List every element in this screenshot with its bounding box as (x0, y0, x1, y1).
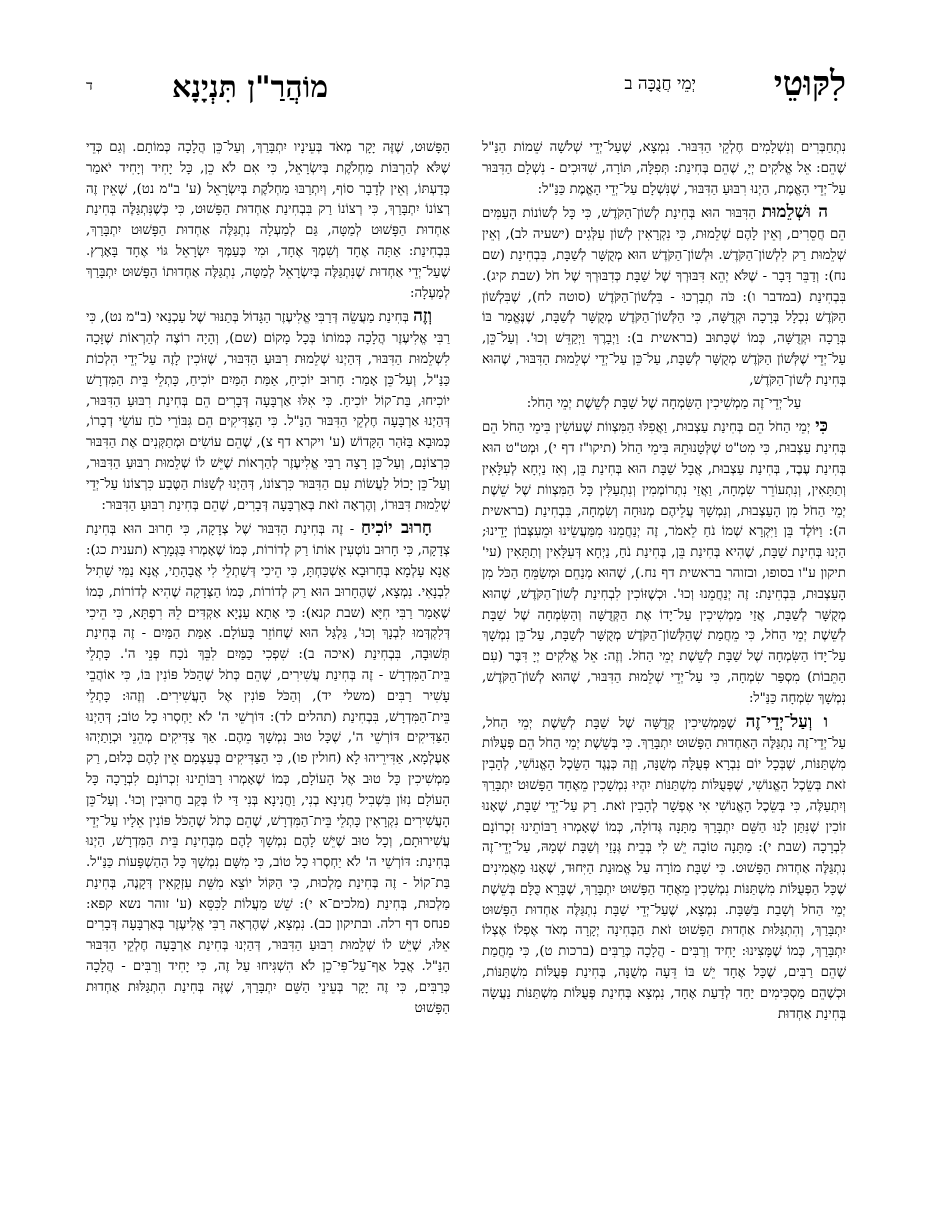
page-letter: ד (86, 78, 93, 94)
section-title: מוֹהֲרַ"ן תִּנְיָנָא (172, 70, 329, 105)
right-column (482, 138, 846, 1027)
paragraph-text: הַדִּבּוּר הוּא בְּחִינַת לְשׁוֹן־הַקֹּדֶשׁ, כִּי כָּל לְשׁוֹנוֹת הָעַמִּים הֵם חֲסֵרִים, וְאֵין לָהֶם שְׁלֵמוּת, כִּי נִקְרָאִין לְשׁוֹן עִלְּגִים (ישעיה לב), וְאֵין שְׁלֵמוּת רַק לִלְשׁוֹן־הַקֹּדֶשׁ. וּלְשׁוֹן־הַקֹּדֶשׁ הוּא מְקֻשָּׁר לְשַׁבָּת, בִּבְחִינַת (שם נח): וְדַבֵּר דָּבָר - שֶׁלֹּא יְהֵא דִּבּוּרְךָ שֶׁל שַׁבָּת כְּדִבּוּרְךָ שֶׁל חֹל (שבת קיג). בִּבְחִינַת (במדבר ו): כֹּה תְבָרְכוּ - בִּלְשׁוֹן־הַקֹּדֶשׁ (סוטה לח), שֶׁבִּלְשׁוֹן הַקֹּדֶשׁ נִכְלָל בְּרָכָה וּקְדֻשָּׁה, כִּי הַלְּשׁוֹן־הַקֹּדֶשׁ מְקֻשָּׁר לְשַׁבָּת, שֶׁנֶּאֱמַר בּוֹ בְּרָכָה וּקְדֻשָּׁה, כְּמוֹ שֶׁכָּתוּב (בראשית ב): וַיְבָרֶךְ וַיְקַדֵּשׁ וְכוּ'. וְעַל־כֵּן, עַל־יְדֵי שֶׁלְּשׁוֹן הַקֹּדֶשׁ מְקֻשָּׁר לְשַׁבָּת, עַל־כֵּן עַל־יְדֵי שְׁלֵמוּת הַדִּבּוּר, שֶׁהוּא בְּחִינַת לְשׁוֹן־הַקֹּדֶשׁ, (482, 206, 846, 388)
paragraph (86, 138, 450, 304)
paragraph-text: עַל־יְדֵי־זֶה מַמְשִׁיכִין הַשִּׂמְחָה שֶׁל שַׁבָּת לְשֵׁשֶׁת יְמֵי הַחֹל: (526, 395, 802, 411)
paragraph-text: הַפָּשׁוּט, שֶׁזֶּה יָקָר מְאֹד בְּעֵינָיו יִתְבָּרַךְ, וְעַל־כֵּן הֲלָכָה כְּמוֹתָם. וְגַם כְּדֵי שֶׁלֹּא לְהַרְבּוֹת מַחְלֹקֶת בְּיִשְׂרָאֵל, כִּי אִם לֹא כֵן, כָּל יָחִיד וְיָחִיד יֹאמַר כְּדַעְתּוֹ, וְאֵין לְדָבָר סוֹף, וְיִתְרַבּוּ מַחְלֹקֶת בְּיִשְׂרָאֵל (ע' ב"מ נט), שֶׁאֵין זֶה רְצוֹנוֹ יִתְבָּרַךְ, כִּי רְצוֹנוֹ רַק בִּבְחִינַת אַחְדוּת הַפָּשׁוּט, כִּי כְּשֶׁנִּתְגַּלֶּה בְּחִינַת אַחְדוּת הַפָּשׁוּט לְמַטָּה, גַּם לְמַעְלָה נִתְגַּלֶּה אַחְדוּת הַפָּשׁוּט יִתְבָּרַךְ, בִּבְחִינַת: אַתָּה אֶחָד וְשִׁמְךָ אֶחָד, וּמִי כְּעַמְּךָ יִשְׂרָאֵל גּוֹי אֶחָד בָּאָרֶץ. שֶׁעַל־יְדֵי אַחְדוּת שֶׁנִּתְגַּלֶּה בְּיִשְׂרָאֵל לְמַטָּה, נִתְגַּלֶּה אַחְדוּתוֹ הַפָּשׁוּט יִתְבָּרַךְ לְמַעְלָה: (86, 140, 450, 301)
paragraph-text: בְּחִינַת מַעֲשֵׂה דְּרַבִּי אֱלִיעֶזֶר הַגָּדוֹל בְּתַנּוּר שֶׁל עַכְנַאי (ב"מ נט), כִּי רַבִּי אֱלִיעֶזֶר הֲלָכָה כְּמוֹתוֹ בְּכָל מָקוֹם (שם), וְהָיָה רוֹצֶה לְהַרְאוֹת שֶׁזָּכָה לִשְׁלֵמוּת הַדִּבּוּר, דְּהַיְנוּ שְׁלֵמוּת רִבּוּעַ הַדִּבּוּר, שֶׁזּוֹכִין לָזֶה עַל־יְדֵי הִלְכוֹת כַּנַּ"ל, וְעַל־כֵּן אָמַר: חָרוּב יוֹכִיחַ, אַמַּת הַמַּיִם יוֹכִיחַ, כָּתְלֵי בֵּית הַמִּדְרָשׁ יוֹכִיחוּ, בַּת־קוֹל יוֹכִיחַ. כִּי אִלּוּ אַרְבָּעָה דְּבָרִים הֵם בְּחִינַת רִבּוּעַ הַדִּבּוּר, דְּהַיְנוּ אַרְבָּעָה חֶלְקֵי הַדִּבּוּר הַנַּ"ל. כִּי הַצַּדִּיקִים הֵם גִּבּוֹרֵי כֹחַ עוֹשֵׂי דְבָרוֹ, כְּמוּבָא בַּזֹּהַר הַקָּדוֹשׁ (ע' ויקרא דף צ), שֶׁהֵם עוֹשִׂים וּמְתַקְּנִים אֶת הַדִּבּוּר כִּרְצוֹנָם, וְעַל־כֵּן רָצָה רַבִּי אֱלִיעֶזֶר לְהַרְאוֹת שֶׁיֵּשׁ לוֹ שְׁלֵמוּת רִבּוּעַ הַדִּבּוּר, וְעַל־כֵּן יָכוֹל לַעֲשׂוֹת עִם הַדִּבּוּר כִּרְצוֹנוֹ, דְּהַיְנוּ לְשַׁנּוֹת הַטֶּבַע כִּרְצוֹנוֹ עַל־יְדֵי שְׁלֵמוּת דִּבּוּרוֹ, וְהֶרְאָה זֹאת בְּאַרְבָּעָה דְּבָרִים, שֶׁהֵם בְּחִינַת רִבּוּעַ הַדִּבּוּר: (86, 310, 450, 513)
paragraph-text: שֶׁמַּמְשִׁיכִין קְדֻשָּׁה שֶׁל שַׁבָּת לְשֵׁשֶׁת יְמֵי הַחֹל, עַל־יְדֵי־זֶה נִתְגַּלֶּה הָאַחְדוּת הַפָּשׁוּט יִתְבָּרַךְ. כִּי בְּשֵׁשֶׁת יְמֵי הַחֹל הֵם פְּעֻלּוֹת מִשְׁתַּנּוֹת, שֶׁבְּכָל יוֹם נִבְרָא פְּעֻלָּה מְשֻׁנָּה, וְזֶה כְּנֶגֶד הַשֵּׂכֶל הָאֱנוֹשִׁי, לְהָבִין זֹאת בְּשֵׂכֶל הָאֱנוֹשִׁי, שֶׁפְּעֻלּוֹת מִשְׁתַּנּוֹת יִהְיוּ נִמְשָׁכִין מֵאֶחָד הַפָּשׁוּט יִתְבָּרַךְ וְיִתְעַלֶּה, כִּי בְּשֵׂכֶל הָאֱנוֹשִׁי אִי אֶפְשָׁר לְהָבִין זֹאת. רַק עַל־יְדֵי שַׁבָּת, שֶׁאָנוּ זוֹכִין שֶׁנִּתַּן לָנוּ הַשֵּׁם יִתְבָּרַךְ מַתָּנָה גְּדוֹלָה, כְּמוֹ שֶׁאָמְרוּ רַבּוֹתֵינוּ זִכְרוֹנָם לִבְרָכָה (שבת י): מַתָּנָה טוֹבָה יֵשׁ לִי בְּבֵית גְּנָזַי וְשַׁבָּת שְׁמָהּ, עַל־יְדֵי־זֶה נִתְגַּלֶּה אַחְדוּת הַפָּשׁוּט. כִּי שַׁבָּת מוֹרָה עַל אֱמוּנַת הַיִּחוּד, שֶׁאָנוּ מַאֲמִינִים שֶׁכָּל הַפְּעֻלּוֹת מִשְׁתַּנּוֹת נִמְשָׁכִין מֵאֶחָד הַפָּשׁוּט יִתְבָּרַךְ, שֶׁבָּרָא כֻּלָּם בְּשֵׁשֶׁת יְמֵי הַחֹל וְשָׁבַת בַּשַּׁבָּת. נִמְצָא, שֶׁעַל־יְדֵי שַׁבָּת נִתְגַּלֶּה אַחְדוּת הַפָּשׁוּט יִתְבָּרַךְ, וְהִתְגַּלּוּת אַחְדוּת הַפָּשׁוּט זֹאת הַבְּחִינָה יְקָרָה מְאֹד אֶפְלוֹ אֶצְלוֹ יִתְבָּרַךְ, כְּמוֹ שֶׁמָּצִינוּ: יָחִיד וְרַבִּים - הֲלָכָה כְּרַבִּים (ברכות ט), כִּי מֵחֲמַת שֶׁהֵם רַבִּים, שֶׁכָּל אֶחָד יֵשׁ בּוֹ דֵּעָה מְשֻׁנָּה, בְּחִינַת פְּעֻלּוֹת מִשְׁתַּנּוֹת, וּכְשֶׁהֵם מַסְכִּימִים יַחַד לְדַעַת אֶחָד, נִמְצָא בְּחִינַת פְּעֻלּוֹת מִשְׁתַּנּוֹת נַעֲשָׂה בְּחִינַת אַחְדוּת (482, 715, 846, 1022)
paragraph-lead-word: חָרוּב יוֹכִיחַ (361, 518, 432, 539)
paragraph (86, 518, 450, 1019)
chapter-subtitle: יְמֵי חֲנֻכָּה ב (624, 74, 696, 94)
paragraph (482, 394, 846, 415)
left-column (86, 138, 450, 1021)
paragraph-lead-word: וְזֶה (413, 306, 432, 327)
paragraph-text: - זֶה בְּחִינַת הַדִּבּוּר שֶׁל צְדָקָה, כִּי חָרוּב הוּא בְּחִינַת צְדָקָה, כִּי חָרוּב נוֹטְעִין אוֹתוֹ רַק לְדוֹרוֹת, כְּמוֹ שֶׁאָמְרוּ בַּגְּמָרָא (תענית כג): אֲנָא עָלְמָא בְּחָרוּבָא אַשְׁכַּחְתָּ, כִּי הֵיכִי דְּשַׁתְלֵי לִי אֲבָהָתַי, אֲנָא נַמִּי שָׁתִיל לִבְנָאִי. נִמְצָא, שֶׁהֶחָרוּב הוּא רַק לְדוֹרוֹת, כְּמוֹ הַצְּדָקָה שֶׁהִיא לְדוֹרוֹת, כְּמוֹ שֶׁאָמַר רַבִּי חִיָּא (שבת קנא): כִּי אָתָא עַנְיָא אַקְדִּים לֵהּ רִפְתָּא, כִּי הֵיכִי דְּלִקְדְּמוּ לִבְנָךְ וְכוּ', גַּלְגַּל הוּא שֶׁחוֹזֵר בָּעוֹלָם. אַמַּת הַמַּיִם - זֶה בְּחִינַת תְּשׁוּבָה, בִּבְחִינַת (איכה ב): שִׁפְכִי כַמַּיִם לִבֵּךְ נֹכַח פְּנֵי ה'. כָּתְלֵי בֵּית־הַמִּדְרָשׁ - זֶה בְּחִינַת עֲשִׁירִים, שֶׁהֵם כְּתֹל שֶׁהַכֹּל פּוֹנִין בּוֹ, כִּי אוֹהֲבֵי עָשִׁיר רַבִּים (משלי יד), וְהַכֹּל פּוֹנִין אֶל הָעֲשִׁירִים. וְזֶהוּ: כָּתְלֵי בֵּית־הַמִּדְרָשׁ, בִּבְחִינַת (תהלים לד): דּוֹרְשֵׁי ה' לֹא יַחְסְרוּ כָל טוֹב; דְּהַיְנוּ הַצַּדִּיקִים דּוֹרְשֵׁי ה', שֶׁכָּל טוּב נִמְשָׁךְ מֵהֶם. אַךְ צַדִּיקִים מְהֵנֵי וּכְוָתַיְהוּ אָעֶלְמָא, אַדִּירֵיהוּ לָא (חולין פו), כִּי הַצַּדִּיקִים בְּעַצְמָם אֵין לָהֶם כְּלוּם, רַק מַמְשִׁיכִין כָּל טוּב אֶל הָעוֹלָם, כְּמוֹ שֶׁאָמְרוּ רַבּוֹתֵינוּ זִכְרוֹנָם לִבְרָכָה כָּל הָעוֹלָם נִזּוֹן בִּשְׁבִיל חֲנִינָא בְנִי, וַחֲנִינָא בְּנִי דַּי לוֹ בְּקַב חֲרוּבִין וְכוּ'. וְעַל־כֵּן הָעֲשִׁירִים נִקְרָאִין כָּתְלֵי בֵּית־הַמִּדְרָשׁ, שֶׁהֵם כְּתֹל שֶׁהַכֹּל פּוֹנִין אֵלָיו עַל־יְדֵי עֲשִׁירוּתָם, וְכָל טוּב שֶׁיֵּשׁ לָהֶם נִמְשָׁךְ לָהֶם מִבְּחִינַת בֵּית הַמִּדְרָשׁ, הַיְנוּ בְּחִינַת: דּוֹרְשֵׁי ה' לֹא יַחְסְרוּ כָל טוֹב, כִּי מִשָּׁם נִמְשָׁךְ כָּל הַהַשְׁפָּעוֹת כַּנַּ"ל. בַּת־קוֹל - זֶה בְּחִינַת מַלְכוּת, כִּי הַקּוֹל יוֹצֵא מִשֵּׁת עִזְקָאִין דְּקָנֶה, בְּחִינַת מַלְכוּת, בְּחִינַת (מלכים־א י): שֵׁשׁ מַעֲלוֹת לַכִּסֵּא (ע' זוהר נשא קפא: פנחס דף רלה. ובתיקון כב). נִמְצָא, שֶׁהֶרְאָה רַבִּי אֱלִיעֶזֶר בְּאַרְבָּעָה דְּבָרִים אֵלּוּ, שֶׁיֵּשׁ לוֹ שְׁלֵמוּת רִבּוּעַ הַדִּבּוּר, דְּהַיְנוּ בְּחִינַת אַרְבָּעָה חֶלְקֵי הַדִּבּוּר הַנַּ"ל. אֲבָל אַף־עַל־פִּי־כֵן לֹא הִשְׁגִּיחוּ עַל זֶה, כִּי יָחִיד וְרַבִּים - הֲלָכָה כְּרַבִּים, כִּי זֶה יָקָר בְּעֵינֵי הַשֵּׁם יִתְבָּרַךְ, שֶׁזֶּה בְּחִינַת הִתְגַּלּוּת אַחְדוּת הַפָּשׁוּט (86, 522, 450, 1016)
paragraph (86, 306, 450, 516)
paragraph (482, 712, 846, 1026)
paragraph-lead-word: כִּי (815, 416, 828, 437)
paragraph (482, 202, 846, 391)
book-title: לִקּוּטֵי (773, 64, 846, 104)
paragraph-lead-word: ה וּשְׁלֵמוּת (761, 202, 828, 223)
paragraph-lead-word: ו וְעַל־יְדֵי־זֶה (745, 711, 828, 732)
paragraph (482, 138, 846, 200)
paragraph-text: נִתְחַבְּרִים וְנִשְׁלָמִים חֶלְקֵי הַדִּבּוּר. נִמְצָא, שֶׁעַל־יְדֵי שְׁלֹשָׁה שֵׁמוֹת הַנַּ"ל שֶׁהֵם: אֵל אֱלֹקִים יְיָ, שֶׁהֵם בְּחִינַת: תְּפִלָּה, תּוֹרָה, שִׁדּוּכִים - נִשְׁלָם הַדִּבּוּר עַל־יְדֵי הָאֱמֶת, הַיְנוּ רִבּוּעַ הַדִּבּוּר, שֶׁנִּשְׁלָם עַל־יְדֵי הָאֱמֶת כַּנַּ"ל: (482, 140, 846, 197)
paragraph-text: יְמֵי הַחֹל הֵם בְּחִינַת עַצְבוּת, וַאֲפִלּוּ הַמִּצְווֹת שֶׁעוֹשִׂין בִּימֵי הַחֹל הֵם בְּחִינַת עַצְבוּת, כִּי מִט"ט שֶׁלְּטָנוּתֵהּ בִּימֵי הַחֹל (תיקו"ז דף י), וּמְט"ט הוּא בְּחִינַת עֶבֶד, בְּחִינַת עַצְבוּת, אֲבָל שַׁבָּת הוּא בְּחִינַת בֵּן, וְאִז נַיְחָא לְעִלָּאִין וְתַתָּאִין, וְנִתְעוֹרֵר שִׂמְחָה, וַאֲזַי נִתְרוֹמְמִין וְנִתְעַלִּין כָּל הַמִּצְווֹת שֶׁל שֵׁשֶׁת יְמֵי הַחֹל מִן הָעַצְבוּת, וְנִמְשָׁךְ עֲלֵיהֶם מְנוּחָה וְשִׂמְחָה, בִּבְחִינַת (בראשית ה): וַיּוֹלֶד בֵּן וַיִּקְרָא שְׁמוֹ נֹחַ לֵאמֹר, זֶה יְנַחֲמֵנוּ מִמַּעֲשֵׂינוּ וּמֵעִצְּבוֹן יָדֵינוּ; הַיְנוּ בְּחִינַת שַׁבָּת, שֶׁהִיא בְּחִינַת בֵּן, בְּחִינַת נֹחַ, נַיְחָא דְּעִלָּאִין וְתַתָּאִין (עי' תיקון ע"ו בסופו, ובזוהר בראשית דף נח.), שֶׁהוּא מְנַחֵם וּמְשַׂמֵּחַ הַכֹּל מִן הָעַצְבוּת, בִּבְחִינַת: זֶה יְנַחֲמֵנוּ וְכוּ'. וּכְשֶׁזּוֹכִין לִבְחִינַת לְשׁוֹן־הַקֹּדֶשׁ, שֶׁהוּא מְקֻשָּׁר לְשַׁבָּת, אֲזַי מַמְשִׁיכִין עַל־יָדוֹ אֶת הַקְּדֻשָּׁה וְהַשִּׂמְחָה שֶׁל שַׁבָּת לְשֵׁשֶׁת יְמֵי הַחֹל, כִּי מֵחֲמַת שֶׁהַלְּשׁוֹן־הַקֹּדֶשׁ מְקֻשָּׁר לְשַׁבָּת, עַל־כֵּן נִמְשָׁךְ עַל־יָדוֹ הַשִּׂמְחָה שֶׁל שַׁבָּת לְשֵׁשֶׁת יְמֵי הַחֹל. וְזֶה: אֵל אֱלֹקִים יְיָ דִּבֶּר (עִם הַתֵּבוֹת) מִסְפַּר שִׂמְחָה, כִּי עַל־יְדֵי שְׁלֵמוּת הַדִּבּוּר, שֶׁהוּא לְשׁוֹן־הַקֹּדֶשׁ, נִמְשָׁךְ שִׂמְחָה כַּנַּ"ל: (482, 420, 846, 706)
page-header (86, 62, 846, 114)
paragraph (482, 416, 846, 709)
